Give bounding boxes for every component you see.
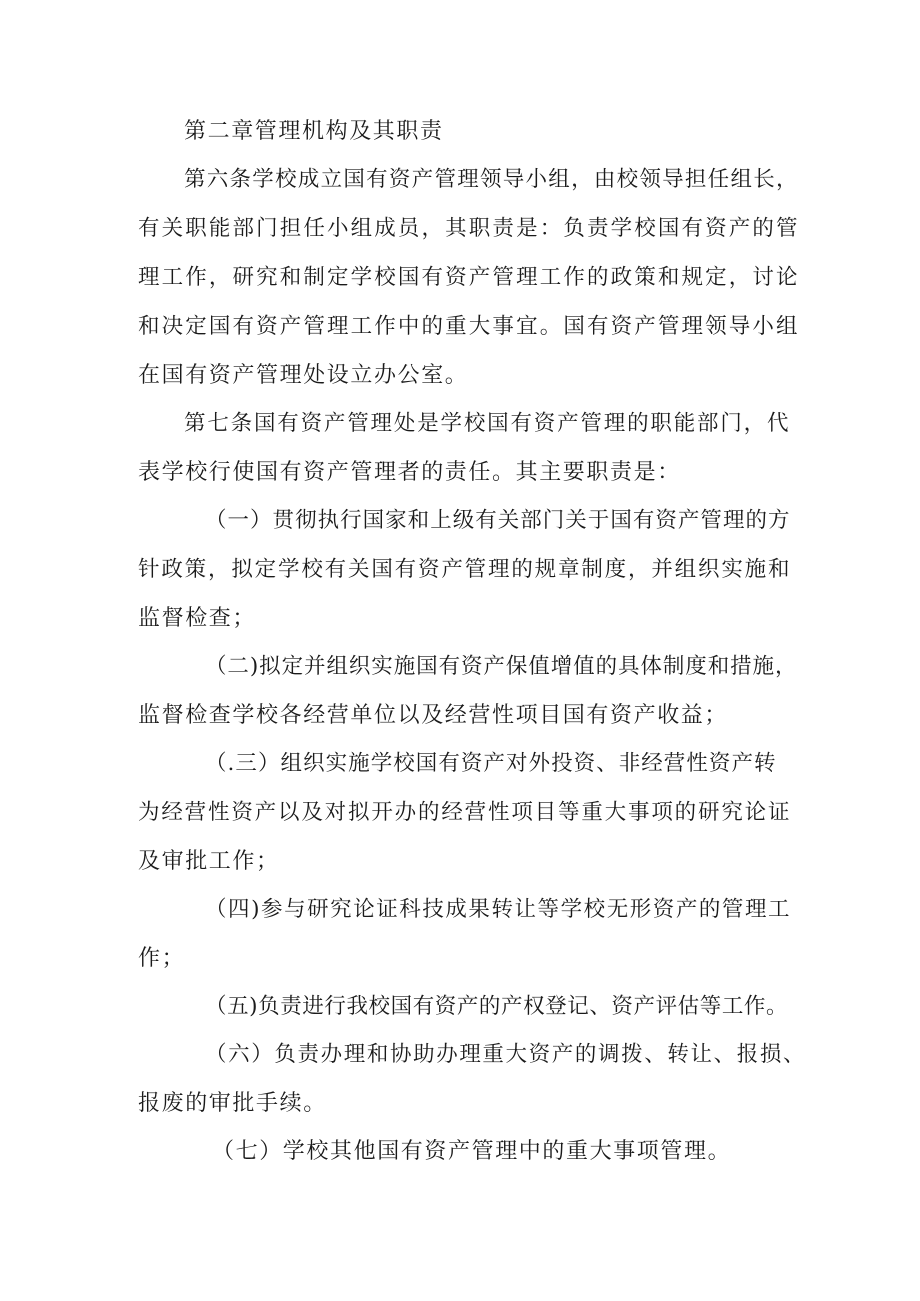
item-4-line-1: （四)参与研究论证科技成果转让等学校无形资产的管理工	[205, 897, 790, 922]
article-6-line-1: 第六条学校成立国有资产管理领导小组，由校领导担任组长，	[184, 167, 798, 192]
item-2-line-2: 监督检查学校各经营单位以及经营性项目国有资产收益；	[138, 703, 729, 728]
article-6-line-2: 有关职能部门担任小组成员，其职责是：负责学校国有资产的管	[138, 216, 798, 241]
item-5-line-1: （五)负责进行我校国有资产的产权登记、资产评估等工作。	[205, 994, 788, 1019]
item-4-line-2: 作；	[138, 946, 186, 971]
item-6-line-1: （六）负责办理和协助办理重大资产的调拨、转让、报损、	[205, 1042, 805, 1067]
item-3-line-3: 及审批工作；	[138, 849, 280, 874]
article-6-line-3: 理工作，研究和制定学校国有资产管理工作的政策和规定，讨论	[138, 265, 798, 290]
item-6-line-2: 报废的审批手续。	[138, 1091, 327, 1116]
article-7-line-1: 第七条国有资产管理处是学校国有资产管理的职能部门，代	[184, 411, 789, 436]
article-6-line-5: 在国有资产管理处设立办公室。	[138, 363, 469, 388]
item-1-line-1: （一）贯彻执行国家和上级有关部门关于国有资产管理的方	[205, 508, 790, 533]
chapter-title: 第二章管理机构及其职责	[184, 119, 444, 144]
item-3-line-2: 为经营性资产以及对拟开办的经营性项目等重大事项的研究论证	[138, 800, 790, 825]
item-1-line-2: 针政策，拟定学校有关国有资产管理的规章制度，并组织实施和	[138, 557, 790, 582]
item-1-line-3: 监督检查；	[138, 606, 257, 631]
item-2-line-1: （二)拟定并组织实施国有资产保值增值的具体制度和措施，	[205, 654, 797, 679]
item-3-line-1: （.三）组织实施学校国有资产对外投资、非经营性资产转	[205, 751, 776, 776]
article-6-line-4: 和决定国有资产管理工作中的重大事宜。国有资产管理领导小组	[138, 314, 798, 339]
article-7-line-2: 表学校行使国有资产管理者的责任。其主要职责是：	[138, 460, 681, 485]
item-7-line-1: （七）学校其他国有资产管理中的重大事项管理。	[212, 1139, 732, 1164]
